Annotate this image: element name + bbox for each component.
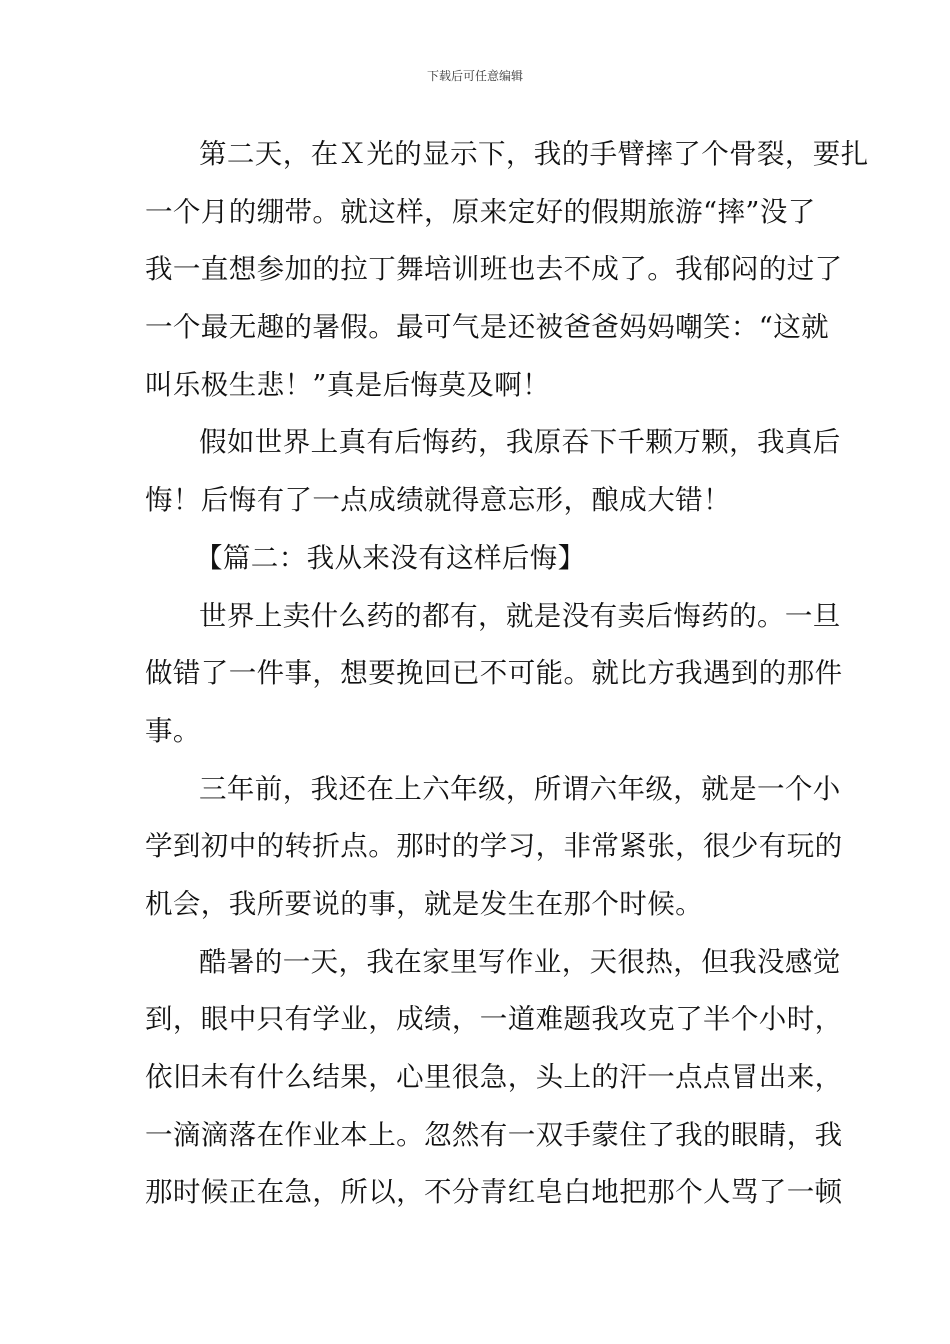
text-line: 酷暑的一天，我在家里写作业，天很热，但我没感觉	[199, 945, 841, 978]
text-line: 到，眼中只有学业，成绩，一道难题我攻克了半个小时，	[145, 1003, 843, 1036]
text-line: 依旧未有什么结果，心里很急，头上的汗一点点冒出来，	[145, 1061, 843, 1093]
text-line: 世界上卖什么药的都有，就是没有卖后悔药的。一旦	[199, 599, 841, 632]
text-line: 学到初中的转折点。那时的学习，非常紧张，很少有玩的	[145, 830, 843, 863]
text-line: 叫乐极生悲！”真是后悔莫及啊！	[145, 368, 551, 401]
text-line: 那时候正在急，所以，不分青红皂白地把那个人骂了一顿	[145, 1176, 843, 1209]
text-line: 假如世界上真有后悔药，我原吞下千颗万颗，我真后	[199, 426, 841, 459]
document-body	[145, 130, 869, 1226]
text-line: 一滴滴落在作业本上。忽然有一双手蒙住了我的眼睛，我	[145, 1118, 843, 1151]
text-line: 悔！后悔有了一点成绩就得意忘形，酿成大错！	[145, 484, 731, 517]
text-line: 三年前，我还在上六年级，所谓六年级，就是一个小	[199, 772, 841, 805]
page-header-note: 下载后可任意编辑	[426, 69, 523, 83]
text-line: 一个最无趣的暑假。最可气是还被爸爸妈妈嘲笑：“这就	[145, 311, 830, 344]
text-line: 一个月的绷带。就这样，原来定好的假期旅游“摔”没了	[145, 195, 816, 228]
text-line: 做错了一件事，想要挽回已不可能。就比方我遇到的那件	[145, 657, 843, 690]
section-title: 【篇二：我从来没有这样后悔】	[195, 541, 586, 574]
text-line: 事。	[145, 714, 201, 747]
text-line: 机会，我所要说的事，就是发生在那个时候。	[145, 887, 703, 920]
text-line: 我一直想参加的拉丁舞培训班也去不成了。我郁闷的过了	[145, 253, 843, 286]
text-line: 第二天，在Ｘ光的显示下，我的手臂摔了个骨裂，要扎	[199, 138, 869, 170]
